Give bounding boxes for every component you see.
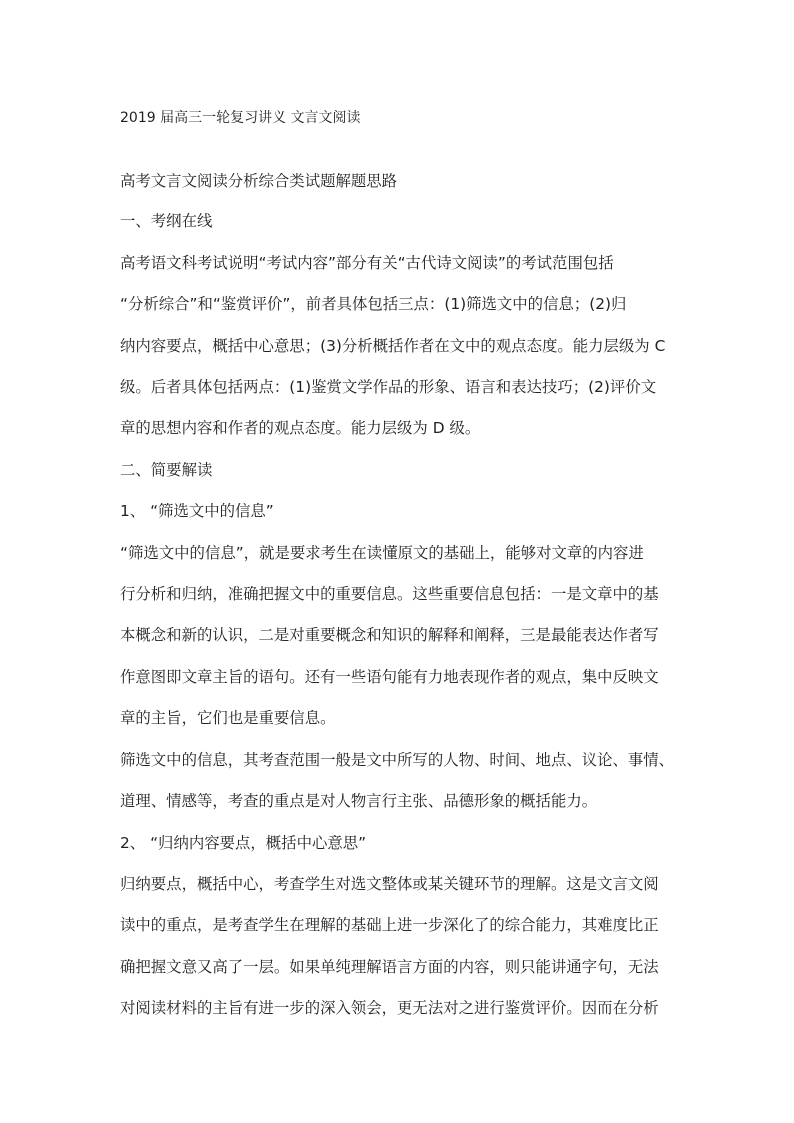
paragraph-line: 读中的重点，是考查学生在理解的基础上进一步深化了的综合能力，其难度比正 bbox=[120, 916, 659, 934]
paragraph-line: 章的思想内容和作者的观点态度。能力层级为 D 级。 bbox=[120, 419, 481, 437]
paragraph-line: 纳内容要点，概括中心意思；(3)分析概括作者在文中的观点态度。能力层级为 C bbox=[120, 337, 666, 355]
paragraph-line: 筛选文中的信息，其考查范围一般是文中所写的人物、时间、地点、议论、事情、 bbox=[120, 751, 675, 769]
document-heading: 高考文言文阅读分析综合类试题解题思路 bbox=[120, 172, 398, 190]
paragraph-line: 确把握文意又高了一层。如果单纯理解语言方面的内容，则只能讲通字句，无法 bbox=[120, 958, 659, 976]
paragraph-line: 高考语文科考试说明“考试内容”部分有关“古代诗文阅读”的考试范围包括 bbox=[120, 254, 614, 272]
paragraph-line: 章的主旨，它们也是重要信息。 bbox=[120, 709, 336, 727]
paragraph-line: 归纳要点，概括中心，考查学生对选文整体或某关键环节的理解。这是文言文阅 bbox=[120, 875, 659, 893]
paragraph-line: 作意图即文章主旨的语句。还有一些语句能有力地表现作者的观点，集中反映文 bbox=[120, 668, 659, 686]
paragraph-line: “筛选文中的信息”，就是要求考生在读懂原文的基础上，能够对文章的内容进 bbox=[120, 544, 644, 562]
item-title-summarize: 2、 “归纳内容要点，概括中心意思” bbox=[120, 834, 367, 852]
section-title-interpretation: 二、简要解读 bbox=[120, 461, 213, 479]
paragraph-line: 行分析和归纳，准确把握文中的重要信息。这些重要信息包括：一是文章中的基 bbox=[120, 585, 659, 603]
paragraph-line: 本概念和新的认识，二是对重要概念和知识的解释和阐释，三是最能表达作者写 bbox=[120, 626, 659, 644]
page-header-title: 2019 届高三一轮复习讲义 文言文阅读 bbox=[120, 110, 361, 126]
paragraph-line: “分析综合”和“鉴赏评价”，前者具体包括三点：(1)筛选文中的信息；(2)归 bbox=[120, 295, 627, 313]
section-title-syllabus: 一、考纲在线 bbox=[120, 212, 213, 230]
paragraph-line: 对阅读材料的主旨有进一步的深入领会，更无法对之进行鉴赏评价。因而在分析 bbox=[120, 999, 659, 1017]
item-title-filter-info: 1、 “筛选文中的信息” bbox=[120, 502, 274, 520]
paragraph-line: 级。后者具体包括两点：(1)鉴赏文学作品的形象、语言和表达技巧；(2)评价文 bbox=[120, 378, 657, 396]
paragraph-line: 道理、情感等，考查的重点是对人物言行主张、品德形象的概括能力。 bbox=[120, 792, 598, 810]
